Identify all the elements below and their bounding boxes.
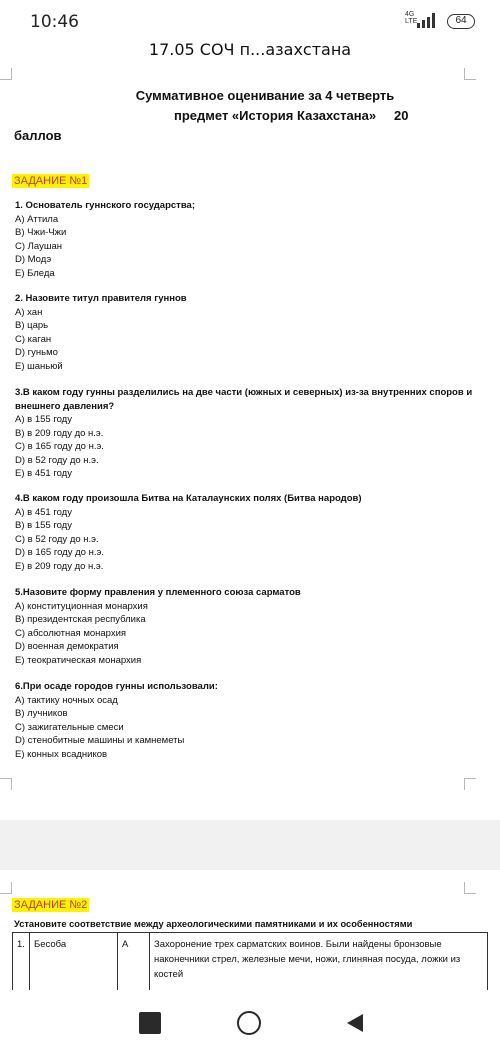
answer-option: С) абсолютная монархия <box>15 627 127 639</box>
question-title: 5.Назовите форму правления у племенного союза сарматов <box>15 587 301 598</box>
battery-icon <box>447 14 475 29</box>
back-icon[interactable] <box>344 1012 366 1034</box>
page-corner-mark <box>0 778 12 790</box>
question-title: 6.При осаде городов гунны использовали: <box>15 681 218 692</box>
task-1-label: ЗАДАНИЕ №1 <box>14 175 88 187</box>
page-corner-mark <box>0 68 12 80</box>
table-cell-letter: А <box>118 933 150 990</box>
question-2 <box>15 292 485 373</box>
question-1 <box>15 199 485 280</box>
answer-option: С) в 52 году до н.э. <box>15 533 99 545</box>
answer-option: С) каган <box>15 333 52 345</box>
answer-option: В) царь <box>15 320 49 331</box>
answer-option: D) гуньмо <box>15 347 58 358</box>
answer-option: С) зажигательные смеси <box>15 721 124 733</box>
task-2-label: ЗАДАНИЕ №2 <box>14 899 88 911</box>
page-corner-mark <box>0 882 12 894</box>
answer-option: В) президентская республика <box>15 614 146 625</box>
question-title: 1. Основатель гуннского государства; <box>15 200 195 211</box>
network-top-label: 4G <box>405 11 415 18</box>
table-cell-description: Захоронение трех сарматских воинов. Были найдены бронзовые наконечники стрел, железные мечи, ножи, глиняная посуда, ложки из костей <box>154 939 461 980</box>
answer-option: В) в 209 году до н.э. <box>15 427 104 439</box>
answer-option: А) в 155 году <box>15 414 72 425</box>
doc-points: 20 <box>394 108 409 123</box>
table-cell-number: 1. <box>13 933 30 990</box>
doc-subject-text: предмет «История Казахстана» <box>174 108 377 123</box>
answer-option: А) в 451 году <box>15 506 72 518</box>
answer-option: В) в 155 году <box>15 520 72 531</box>
answer-option: А) конституционная монархия <box>15 600 148 612</box>
network-type <box>405 11 417 25</box>
question-4 <box>15 492 485 573</box>
doc-points-word: баллов <box>14 128 62 143</box>
status-time: 10:46 <box>30 12 79 32</box>
table-cell-name: Бесоба <box>30 933 118 990</box>
page-corner-mark <box>464 68 476 80</box>
answer-option: В) Чжи-Чжи <box>15 227 67 238</box>
answer-option: Е) теократическая монархия <box>15 654 142 666</box>
answer-option: Е) в 209 году до н.э. <box>15 560 104 572</box>
answer-option: А) Аттила <box>15 213 59 225</box>
page-corner-mark <box>464 778 476 790</box>
question-title: 3.В каком году гунны разделились на две части (южных и северных) из-за внутренних споров и внешнего давления? <box>15 387 473 412</box>
answer-option: С) в 165 году до н.э. <box>15 441 104 452</box>
answer-option: В) лучников <box>15 708 68 719</box>
answer-option: А) хан <box>15 306 43 318</box>
question-title: 4.В каком году произошла Битва на Каталаунских полях (Битва народов) <box>15 493 362 504</box>
answer-option: Е) в 451 году <box>15 468 72 479</box>
doc-subject <box>174 108 474 123</box>
answer-option: D) стенобитные машины и камнеметы <box>15 735 185 746</box>
answer-option: D) в 165 году до н.э. <box>15 547 104 558</box>
status-bar <box>0 0 500 36</box>
task-2-instruction: Установите соответствие между археологическими памятниками и их особенностями <box>14 919 413 929</box>
question-3 <box>15 386 485 481</box>
page-corner-mark <box>464 882 476 894</box>
doc-heading: Суммативное оценивание за 4 четверть <box>135 88 395 103</box>
answer-option: Е) шаньюй <box>15 360 63 372</box>
page-separator <box>0 820 500 870</box>
matching-table <box>12 932 488 990</box>
battery-level: 64 <box>455 15 467 26</box>
answer-option: С) Лаушан <box>15 240 62 252</box>
answer-option: Е) конных всадников <box>15 748 108 760</box>
question-title: 2. Назовите титул правителя гуннов <box>15 293 187 304</box>
question-6 <box>15 680 485 761</box>
system-nav-bar <box>0 990 500 1055</box>
document-title-bar: 17.05 СОЧ п...азахстана <box>148 40 352 59</box>
answer-option: D) в 52 году до н.э. <box>15 454 99 466</box>
answer-option: D) военная демократия <box>15 641 119 652</box>
home-icon[interactable] <box>237 1011 261 1035</box>
recent-apps-icon[interactable] <box>139 1012 161 1034</box>
answer-option: Е) Бледа <box>15 267 55 279</box>
network-bottom-label: LTE <box>405 18 418 25</box>
answer-option: А) тактику ночных осад <box>15 694 118 706</box>
answer-option: D) Модэ <box>15 254 52 265</box>
signal-bars-icon <box>417 12 439 28</box>
question-5 <box>15 586 485 667</box>
